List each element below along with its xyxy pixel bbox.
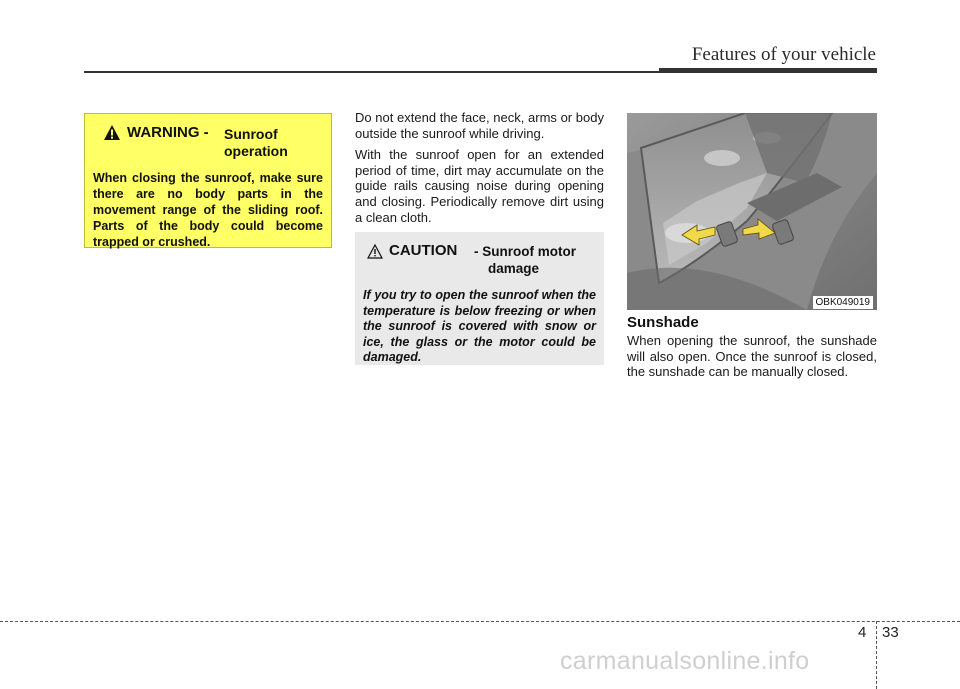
caution-topic-line2: damage (488, 261, 540, 276)
caution-triangle-icon (367, 244, 383, 259)
warning-label: WARNING - (127, 124, 209, 141)
page-number: 33 (882, 624, 899, 641)
warning-text: When closing the sunroof, make sure there are no body parts in the movement range of the sliding roof. Parts of the body could become trapped or crushed. (93, 171, 323, 249)
body-paragraph: When opening the sunroof, the sunshade will also open. Once the sunroof is closed, the sunshade can be manually closed. (627, 333, 877, 380)
section-title: Sunshade (627, 314, 699, 331)
caution-topic: - Sunroof motor (474, 244, 576, 259)
figure-code: OBK049019 (813, 296, 874, 309)
sunroof-photo (627, 113, 877, 310)
body-paragraph: With the sunroof open for an extended period of time, dirt may accumulate on the guide rails causing noise during opening and closing. Periodically remove dirt using a clean cloth. (355, 147, 604, 225)
caution-label: CAUTION (389, 242, 458, 259)
watermark: carmanualsonline.info (560, 647, 810, 675)
caution-text: If you try to open the sunroof when the temperature is below freezing or when the sunroof is covered with snow or ice, the glass or the motor could be damaged. (363, 288, 596, 365)
warning-topic: Sunroof (224, 126, 278, 142)
warning-topic-line2: operation (224, 143, 288, 159)
warning-heading (93, 124, 323, 162)
header-rule (84, 71, 659, 73)
header-rule-accent (659, 68, 877, 73)
warning-triangle-icon (103, 124, 121, 141)
right-column (627, 314, 877, 386)
footer-rule (0, 621, 960, 622)
warning-box (84, 113, 332, 248)
page-header-title: Features of your vehicle (691, 44, 876, 65)
sunroof-illustration (627, 113, 877, 310)
caution-heading (363, 242, 596, 280)
chapter-number: 4 (858, 624, 867, 641)
body-paragraph: Do not extend the face, neck, arms or body outside the sunroof while driving. (355, 110, 604, 141)
middle-column (355, 110, 604, 231)
footer-divider (876, 621, 877, 689)
caution-box (355, 232, 604, 365)
